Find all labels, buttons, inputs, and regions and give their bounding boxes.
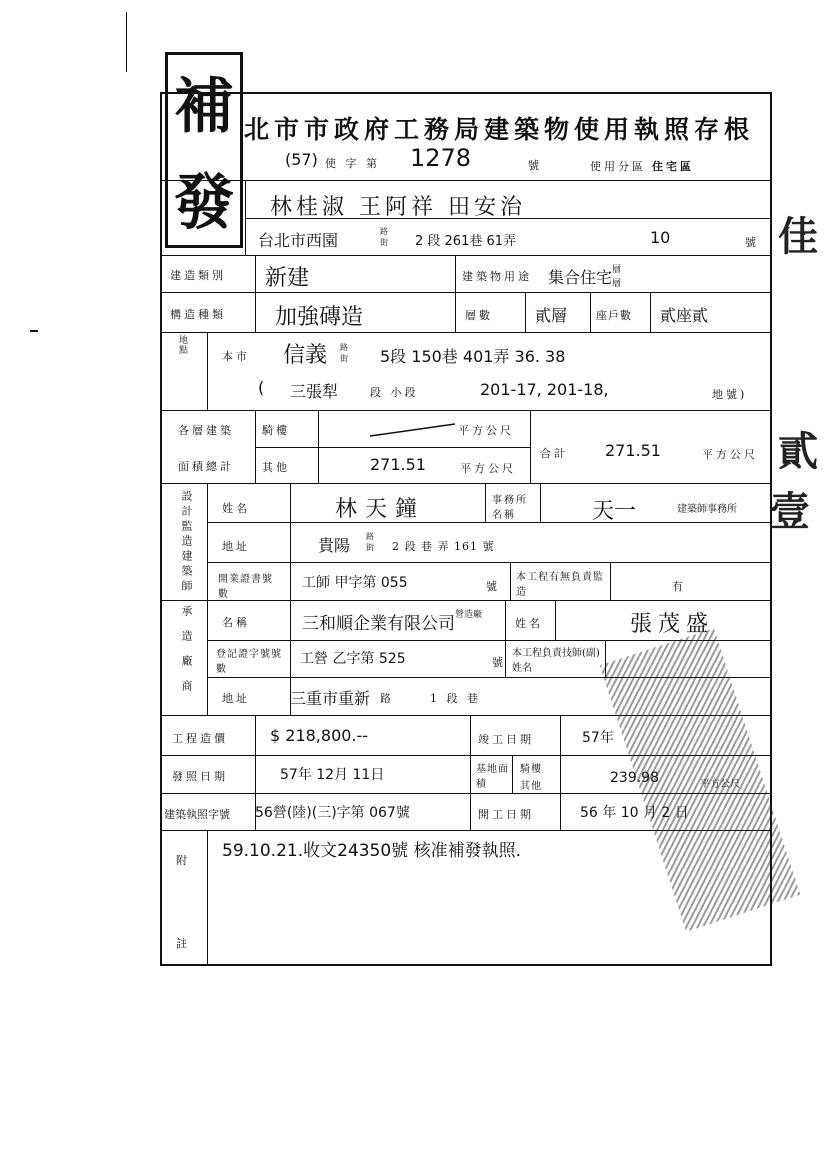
completion-value: 57年 (582, 730, 614, 746)
notes-label-top: 附 (176, 854, 190, 867)
vrule-dates-d (512, 755, 513, 793)
office-suffix: 建築師事務所 (677, 504, 737, 515)
base-arcade-label: 騎樓 (520, 764, 542, 775)
contractor-addr-road: 路 (380, 692, 394, 705)
total-area-label: 面積總計 (178, 460, 234, 473)
vrule-building-c (455, 292, 456, 332)
cost-label: 工程造價 (172, 732, 228, 745)
rule-11 (160, 600, 772, 601)
rule-3 (160, 255, 772, 256)
vrule-building-d (525, 292, 526, 332)
land-section: 三張犁 (290, 382, 339, 401)
contractor-person-label: 姓名 (515, 617, 543, 630)
location-side-label: 地點 (177, 335, 187, 355)
designer-reg-value: 工師 甲字第 055 (302, 575, 408, 591)
contractor-reg-value: 工營 乙字第 525 (300, 651, 406, 667)
rule-8 (160, 483, 772, 484)
vrule-building-b (455, 255, 456, 292)
units-label: 座戶數 (596, 309, 632, 322)
rule-1 (160, 180, 772, 181)
contractor-section-label: 承造廠商 (180, 605, 193, 705)
land-prefix: ( (258, 378, 265, 397)
rule-9 (207, 522, 772, 523)
notes-label-bottom: 註 (176, 937, 190, 950)
location-detail: 5段 150巷 401弄 36. 38 (380, 347, 566, 366)
category-label: 建造類別 (170, 269, 226, 282)
vrule-dates-c (560, 715, 561, 830)
vrule-notes (207, 830, 208, 966)
edge-mark-2: 貳 (778, 429, 818, 475)
owner-address-no: 10 (650, 228, 671, 247)
contractor-name: 三和順企業有限公司 (302, 614, 455, 634)
supervise-value: 有 (672, 580, 686, 593)
vrule-dates-b (470, 715, 471, 830)
designer-addr-label: 地址 (222, 540, 250, 553)
permit-word: 使 字 第 (325, 157, 380, 170)
edge-mark-1: 佳 (778, 214, 818, 260)
designer-reg-hao: 號 (486, 580, 500, 593)
contractor-addr: 三重市重新 (290, 689, 371, 708)
arcade-label: 騎樓 (262, 424, 290, 437)
permit-label: 建築執照字號 (164, 808, 230, 821)
vrule-area-a (255, 410, 256, 483)
designer-reg-label: 開業證書號數 (218, 574, 273, 600)
rule-10 (207, 562, 772, 563)
designer-addr: 貴陽 (318, 536, 351, 555)
designer-section-label: 設計監造建築師 (180, 490, 193, 595)
vrule-area-c (530, 410, 531, 483)
contractor-reg-label: 登記證字號號數 (216, 649, 282, 675)
vrule-location (207, 332, 208, 410)
vrule-area-b (318, 410, 319, 483)
contractor-reg-hao: 號 (492, 656, 506, 669)
base-area-unit: 平方公尺 (700, 779, 740, 790)
rule-7 (255, 447, 530, 448)
designer-addr-road: 路街 (366, 532, 374, 552)
land-suffix: 地號) (712, 388, 748, 401)
vrule-design-a (485, 483, 486, 523)
use-floor-bottom: 層 (612, 279, 622, 289)
contractor-name-suffix: 營造廠 (455, 610, 483, 620)
notes-text: 59.10.21.收文24350號 核准補發執照. (222, 841, 521, 861)
scan-mark (126, 12, 127, 72)
type-label: 構造種類 (170, 308, 226, 321)
stamp-char-1: 補 (174, 72, 234, 142)
permit-hao: 號 (528, 159, 542, 172)
owner-address: 台北市西園 (258, 231, 339, 250)
owner-hao: 號 (745, 236, 759, 249)
land-numbers: 201-17, 201-18, (480, 380, 609, 399)
engineer-label: 本工程負責技師(副)姓名 (512, 648, 600, 674)
contractor-name-label: 名稱 (222, 616, 250, 629)
base-area-label: 基地面積 (476, 764, 509, 790)
other-label: 其他 (262, 461, 290, 474)
rule-4 (160, 292, 772, 293)
start-label: 開工日期 (478, 808, 534, 821)
sum-label: 合計 (540, 447, 568, 460)
vrule-building-a (255, 255, 256, 332)
owner-address-section: 2 段 261巷 61弄 (415, 234, 517, 249)
floors-value: 貳層 (535, 306, 568, 325)
permit-prefix: (57) (285, 150, 318, 169)
vrule-owner (245, 180, 246, 255)
cost-value: $ 218,800.-- (270, 726, 369, 745)
use-value: 集合住宅 (548, 268, 613, 287)
arcade-unit: 平方公尺 (458, 424, 514, 437)
office-label: 事務所名稱 (492, 495, 528, 521)
vrule-section (207, 483, 208, 715)
use-label: 建築物用途 (462, 270, 532, 283)
designer-name-label: 姓名 (222, 502, 250, 515)
owner-road-label: 路街 (380, 227, 388, 247)
location-city: 本市 (222, 350, 250, 363)
permit-number: 1278 (410, 144, 472, 172)
start-value: 56 年 10 月 2 日 (580, 805, 689, 821)
designer-name: 林天鐘 (335, 497, 426, 522)
permit-value: 56營(陸)(三)字第 067號 (255, 805, 410, 821)
vrule-label (290, 483, 291, 715)
edge-mark-3: 壹 (770, 489, 810, 535)
issue-value: 57年 12月 11日 (280, 767, 385, 783)
vrule-design-d (610, 562, 611, 600)
scan-dot (30, 330, 38, 332)
owner-names: 林桂淑 王阿祥 田安治 (270, 195, 526, 220)
use-floor-top: 層 (612, 265, 622, 275)
designer-addr-rest: 2 段 巷 弄 161 號 (392, 540, 495, 553)
type-value: 加強磚造 (275, 305, 364, 330)
issue-label: 發照日期 (172, 770, 228, 783)
location-district: 信義 (283, 343, 328, 368)
base-other-label: 其他 (520, 781, 542, 792)
units-value: 貳座貳 (660, 306, 709, 325)
other-value: 271.51 (370, 455, 426, 474)
floor-area-label: 各層建築 (178, 424, 234, 437)
document-title: 北市市政府工務局建築物使用執照存根 (244, 115, 755, 144)
zone-value: 住宅區 (652, 160, 694, 173)
contractor-person: 張茂盛 (630, 612, 715, 637)
contractor-addr-rest: 1 段 巷 (430, 692, 481, 705)
sum-value: 271.51 (605, 441, 661, 460)
vrule-design-b (540, 483, 541, 523)
rule-6 (160, 410, 772, 411)
office-value: 天一 (592, 499, 637, 524)
location-road-label: 路街 (340, 343, 348, 363)
category-value: 新建 (265, 266, 310, 291)
contractor-addr-label: 地址 (222, 692, 250, 705)
vrule-contract-b (555, 600, 556, 640)
vrule-design-c (510, 562, 511, 600)
supervise-label: 本工程有無負責監造 (516, 572, 604, 598)
land-mid: 段 小段 (370, 386, 419, 399)
sum-unit: 平方公尺 (702, 448, 758, 461)
zone-label: 使用分區 (590, 160, 646, 173)
vrule-building-f (650, 292, 651, 332)
vrule-building-e (590, 292, 591, 332)
stamp-char-2: 發 (174, 168, 234, 238)
base-area-value: 239.98 (610, 770, 659, 786)
arcade-dash-line (370, 420, 460, 440)
rule-5 (160, 332, 772, 333)
completion-label: 竣工日期 (478, 733, 534, 746)
floors-label: 層數 (465, 309, 493, 322)
other-unit: 平方公尺 (460, 462, 516, 475)
